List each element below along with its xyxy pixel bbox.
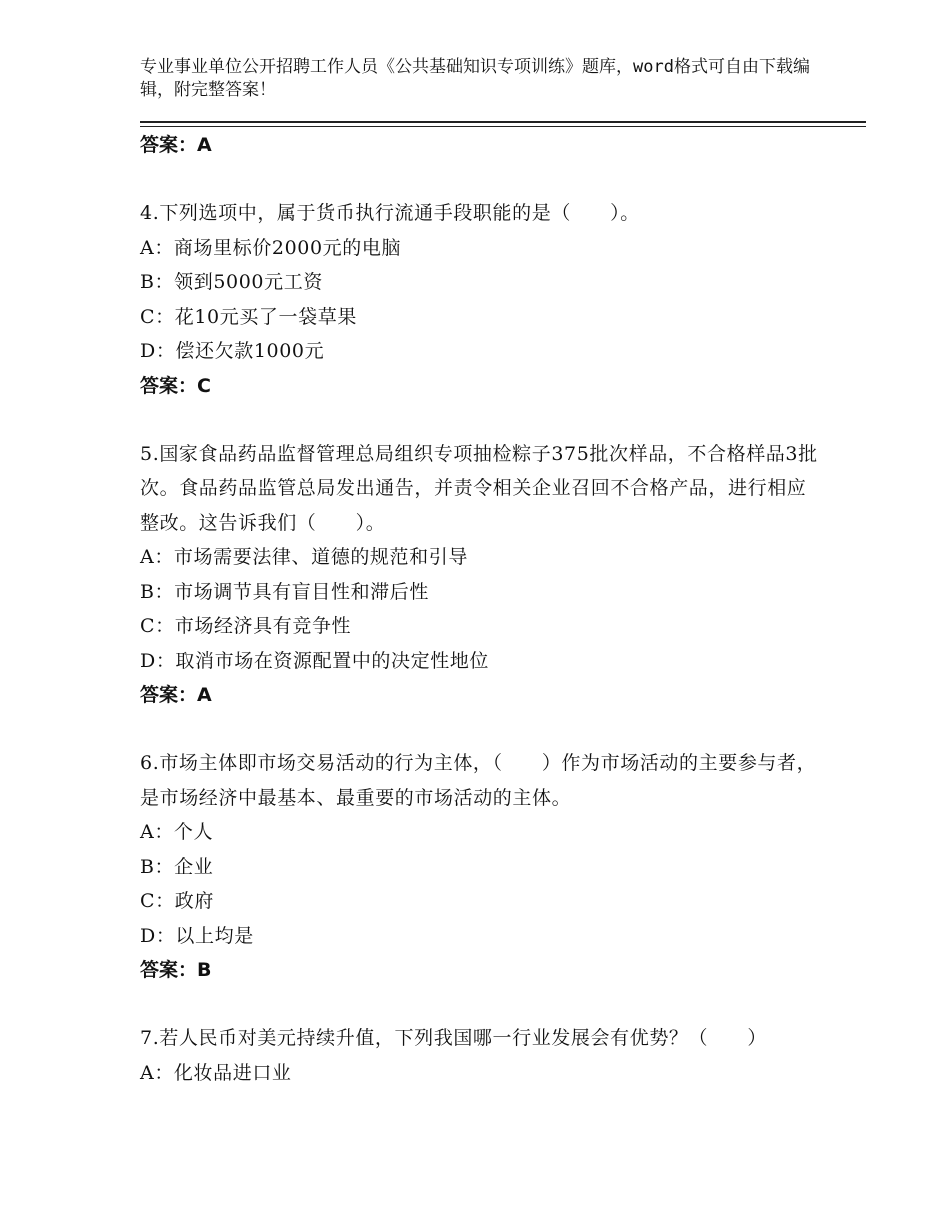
- question-stem: 7.若人民币对美元持续升值，下列我国哪一行业发展会有优势？（ ）: [140, 1027, 767, 1049]
- question-list: [140, 128, 820, 1090]
- question-stem: 4.下列选项中，属于货币执行流通手段职能的是（ ）。: [140, 202, 640, 224]
- option-a: A：市场需要法律、道德的规范和引导: [140, 546, 468, 568]
- option-d: D：取消市场在资源配置中的决定性地位: [140, 649, 490, 672]
- option-a: A：化妆品进口业: [140, 1061, 292, 1084]
- option-b: B：企业: [140, 855, 214, 878]
- answer-line: 答案：A: [140, 134, 212, 156]
- answer-line: 答案：C: [140, 374, 211, 397]
- header-rule-thin: [140, 126, 866, 127]
- answer-line: 答案：A: [140, 684, 212, 706]
- question-block: [140, 1021, 820, 1090]
- option-b: B：领到5000元工资: [140, 271, 323, 293]
- header-rule-thick: [140, 121, 866, 123]
- question-block: [140, 437, 820, 713]
- answer-line: 答案：B: [140, 959, 212, 981]
- option-c: C：政府: [140, 890, 214, 912]
- option-b: B：市场调节具有盲目性和滞后性: [140, 580, 429, 603]
- option-a: A：商场里标价2000元的电脑: [140, 236, 402, 259]
- option-c: C：市场经济具有竞争性: [140, 615, 352, 637]
- page-header: 专业事业单位公开招聘工作人员《公共基础知识专项训练》题库，word格式可自由下载编辑，附完整答案！: [140, 57, 810, 100]
- question-block: [140, 196, 820, 403]
- question-block: [140, 746, 820, 987]
- option-d: D：偿还欠款1000元: [140, 340, 325, 362]
- option-a: A：个人: [140, 821, 214, 843]
- option-d: D：以上均是: [140, 924, 254, 947]
- question-stem: 6.市场主体即市场交易活动的行为主体，（ ）作为市场活动的主要参与者，是市场经济中最基本、最重要的市场活动的主体。: [140, 752, 817, 809]
- option-c: C：花10元买了一袋草果: [140, 305, 357, 328]
- question-stem: 5.国家食品药品监督管理总局组织专项抽检粽子375批次样品，不合格样品3批次。食品药品监管总局发出通告，并责令相关企业召回不合格产品，进行相应整改。这告诉我们（ ）。: [140, 442, 818, 534]
